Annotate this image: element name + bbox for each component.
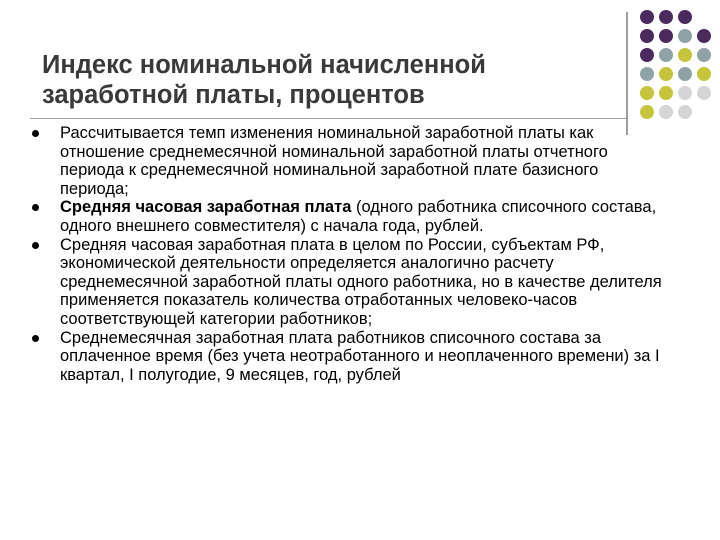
decor-dot	[640, 86, 654, 100]
bullet-marker	[32, 204, 39, 211]
bullet-marker	[32, 335, 39, 342]
decor-dot	[697, 48, 711, 62]
decor-dot	[640, 67, 654, 81]
slide-title-line-1: Индекс номинальной начисленной	[42, 51, 486, 79]
bullet-text-bold: Средняя часовая заработная плата	[60, 198, 352, 217]
decor-dot	[659, 67, 673, 81]
bullet-list	[30, 124, 670, 384]
decor-dot	[640, 48, 654, 62]
decor-dot	[678, 86, 692, 100]
bullet-text: Рассчитывается темп изменения номинальной заработной платы как отношение среднемесячной номинальной заработной платы отчетного периода к среднемесячной номинальной заработной плате базисного периода;	[60, 124, 608, 198]
bullet-text: Среднемесячная заработная плата работников списочного состава за оплаченное время (без учета неотработанного и неоплаченного времени) за I квартал, I полугодие, 9 месяцев, год, рублей	[60, 328, 660, 384]
decor-dot	[659, 86, 673, 100]
bullet-text: Средняя часовая заработная плата в целом по России, субъектам РФ, экономической деятельности определяется аналогично расчету среднемесячной заработной платы одного работника, но в качестве делителя применяется показатель количества отработанных человеко-часов соответствующей категории работников;	[60, 235, 662, 328]
slide-title-line-2: заработной платы, процентов	[42, 81, 425, 109]
decor-dot	[678, 67, 692, 81]
decor-dot	[659, 105, 673, 119]
decor-dot	[659, 29, 673, 43]
decor-dot	[678, 10, 692, 24]
bullet-item	[30, 198, 670, 235]
decor-dot	[640, 10, 654, 24]
vertical-rule	[626, 12, 628, 135]
bullet-marker	[32, 130, 39, 137]
decor-dot	[697, 67, 711, 81]
decor-dot	[659, 48, 673, 62]
decor-dot	[678, 29, 692, 43]
decor-dot	[678, 48, 692, 62]
decor-dot	[640, 29, 654, 43]
decor-dot	[640, 105, 654, 119]
bullet-item	[30, 329, 670, 385]
horizontal-rule	[30, 118, 628, 119]
bullet-text: (одного работника списочного состава, одного внешнего совместителя) с начала года, рублей.	[60, 198, 657, 235]
decor-dot	[697, 29, 711, 43]
slide-title	[42, 50, 602, 110]
decor-dot	[659, 10, 673, 24]
decor-dot	[697, 86, 711, 100]
bullet-item	[30, 124, 670, 198]
decor-dot	[678, 105, 692, 119]
bullet-item	[30, 236, 670, 329]
bullet-marker	[32, 242, 39, 249]
